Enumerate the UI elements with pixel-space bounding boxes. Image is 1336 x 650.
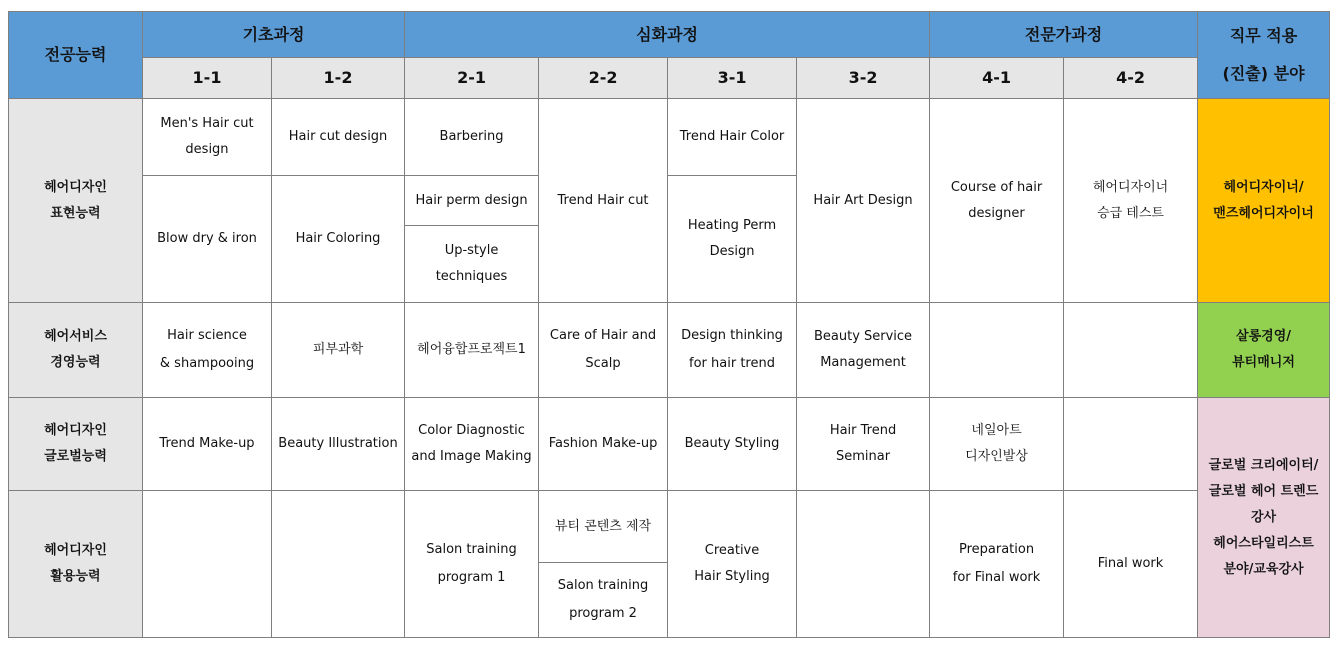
term-3-1: 3-1 bbox=[668, 58, 797, 99]
competency-header: 전공능력 bbox=[9, 12, 143, 99]
course-cell: Color Diagnostic and Image Making bbox=[405, 398, 539, 491]
course-cell: 네일아트 디자인발상 bbox=[930, 398, 1064, 491]
course-cell: 피부과학 bbox=[272, 303, 405, 398]
course-cell: Salon training program 2 bbox=[539, 563, 668, 638]
course-cell: 헤어융합프로젝트1 bbox=[405, 303, 539, 398]
course-cell: Beauty Illustration bbox=[272, 398, 405, 491]
course-cell: Hair Art Design bbox=[797, 99, 930, 303]
course-cell bbox=[143, 491, 272, 638]
course-cell: Hair science & shampooing bbox=[143, 303, 272, 398]
course-cell: Up-style techniques bbox=[405, 226, 539, 303]
course-cell: Salon training program 1 bbox=[405, 491, 539, 638]
advanced-course-header: 심화과정 bbox=[405, 12, 930, 58]
term-2-1: 2-1 bbox=[405, 58, 539, 99]
course-cell: Hair perm design bbox=[405, 176, 539, 226]
course-cell: Final work bbox=[1064, 491, 1198, 638]
course-cell: Hair Trend Seminar bbox=[797, 398, 930, 491]
course-cell: 뷰티 콘텐츠 제작 bbox=[539, 491, 668, 563]
course-cell: Care of Hair and Scalp bbox=[539, 303, 668, 398]
course-cell bbox=[930, 303, 1064, 398]
job-field-header: 직무 적용 (진출) 분야 bbox=[1198, 12, 1330, 99]
row-label-global: 헤어디자인 글로벌능력 bbox=[9, 398, 143, 491]
term-4-1: 4-1 bbox=[930, 58, 1064, 99]
job-field-global-creator: 글로벌 크리에이터/ 글로벌 헤어 트렌드 강사 헤어스타일리스트 분야/교육강사 bbox=[1198, 398, 1330, 638]
course-cell: Preparation for Final work bbox=[930, 491, 1064, 638]
course-cell bbox=[1064, 303, 1198, 398]
course-cell: Fashion Make-up bbox=[539, 398, 668, 491]
course-cell: Blow dry & iron bbox=[143, 176, 272, 303]
job-field-designer: 헤어디자이너/ 맨즈헤어디자이너 bbox=[1198, 99, 1330, 303]
term-4-2: 4-2 bbox=[1064, 58, 1198, 99]
basic-course-header: 기초과정 bbox=[143, 12, 405, 58]
row-label-service-management: 헤어서비스 경영능력 bbox=[9, 303, 143, 398]
course-cell: Trend Hair Color bbox=[668, 99, 797, 176]
course-cell: Design thinking for hair trend bbox=[668, 303, 797, 398]
course-cell: 헤어디자이너 승급 테스트 bbox=[1064, 99, 1198, 303]
term-2-2: 2-2 bbox=[539, 58, 668, 99]
job-field-salon-management: 살롱경영/ 뷰티매니저 bbox=[1198, 303, 1330, 398]
course-cell: Course of hair designer bbox=[930, 99, 1064, 303]
course-cell: Barbering bbox=[405, 99, 539, 176]
row-label-design-expression: 헤어디자인 표현능력 bbox=[9, 99, 143, 303]
course-cell: Trend Make-up bbox=[143, 398, 272, 491]
row-label-application: 헤어디자인 활용능력 bbox=[9, 491, 143, 638]
course-cell bbox=[272, 491, 405, 638]
term-3-2: 3-2 bbox=[797, 58, 930, 99]
course-cell: Beauty Service Management bbox=[797, 303, 930, 398]
course-cell bbox=[797, 491, 930, 638]
course-cell: Trend Hair cut bbox=[539, 99, 668, 303]
course-cell: Creative Hair Styling bbox=[668, 491, 797, 638]
course-cell: Heating Perm Design bbox=[668, 176, 797, 303]
term-1-2: 1-2 bbox=[272, 58, 405, 99]
term-1-1: 1-1 bbox=[143, 58, 272, 99]
course-cell: Men's Hair cut design bbox=[143, 99, 272, 176]
course-cell: Hair cut design bbox=[272, 99, 405, 176]
expert-course-header: 전문가과정 bbox=[930, 12, 1198, 58]
curriculum-table bbox=[8, 11, 1330, 638]
course-cell: Hair Coloring bbox=[272, 176, 405, 303]
course-cell bbox=[1064, 398, 1198, 491]
course-cell: Beauty Styling bbox=[668, 398, 797, 491]
